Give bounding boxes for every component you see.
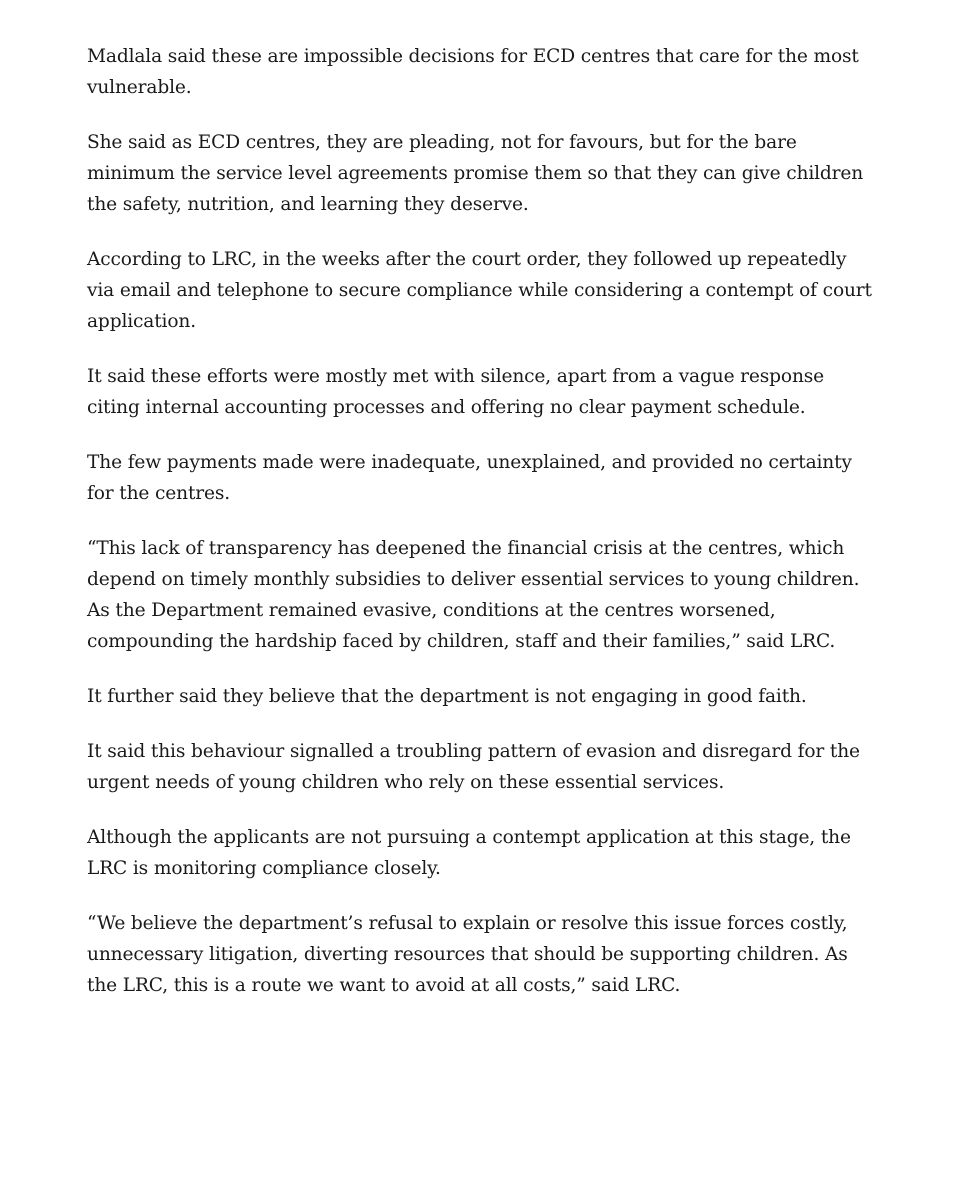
article-paragraph: It further said they believe that the department is not engaging in good faith. <box>87 686 807 707</box>
article-paragraph: It said these efforts were mostly met with silence, apart from a vague response citing internal accounting processes and offering no clear payment schedule. <box>87 366 825 418</box>
article-paragraph: She said as ECD centres, they are pleading, not for favours, but for the bare minimum the service level agreements promise them so that they can give children the safety, nutrition, and learning they deserve. <box>87 132 864 215</box>
article-paragraph: “We believe the department’s refusal to explain or resolve this issue forces costly, unnecessary litigation, diverting resources that should be supporting children. As the LRC, this is a route we want to avoid at all costs,” said LRC. <box>87 913 848 996</box>
article-paragraph: Although the applicants are not pursuing a contempt application at this stage, the LRC is monitoring compliance closely. <box>87 827 851 879</box>
article-body <box>87 41 877 1025</box>
article-paragraph: The few payments made were inadequate, unexplained, and provided no certainty for the centres. <box>87 452 852 504</box>
article-paragraph: Madlala said these are impossible decisions for ECD centres that care for the most vulnerable. <box>87 46 859 98</box>
article-paragraph: “This lack of transparency has deepened the financial crisis at the centres, which depend on timely monthly subsidies to deliver essential services to young children. As the Department remained evasive, conditions at the centres worsened, compounding the hardship faced by children, staff and their families,” said LRC. <box>87 538 860 652</box>
article-paragraph: It said this behaviour signalled a troubling pattern of evasion and disregard for the urgent needs of young children who rely on these essential services. <box>87 741 860 793</box>
article-paragraph: According to LRC, in the weeks after the court order, they followed up repeatedly via email and telephone to secure compliance while considering a contempt of court application. <box>87 249 872 332</box>
